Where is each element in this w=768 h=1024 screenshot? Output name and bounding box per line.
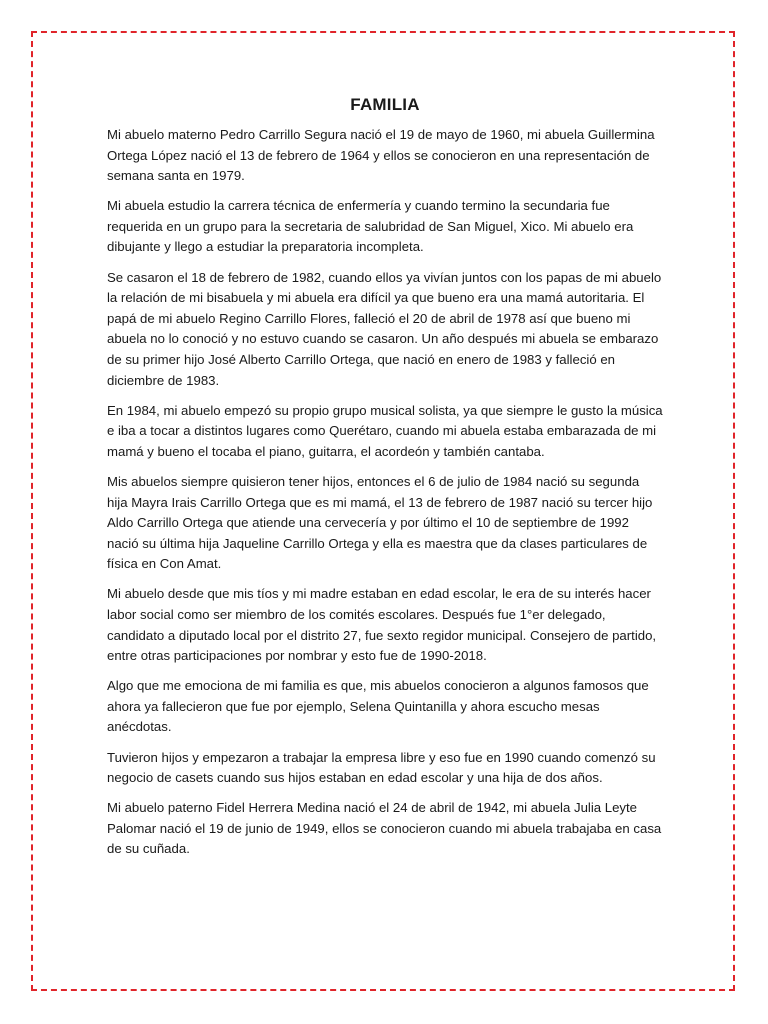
paragraph-9: Mi abuelo paterno Fidel Herrera Medina nació el 24 de abril de 1942, mi abuela Julia Leyte Palomar nació el 19 de junio de 1949, ellos se conocieron cuando mi abuela trabajaba en casa de su cuñada. xyxy=(107,800,662,857)
paragraph-2: Mi abuela estudio la carrera técnica de enfermería y cuando termino la secundaria fue requerida en un grupo para la secretaria de salubridad de San Miguel, Xico. Mi abuelo era dibujante y llego a estudiar la preparatoria incompleta. xyxy=(107,198,634,255)
paragraph-7: Algo que me emociona de mi familia es que, mis abuelos conocieron a algunos famosos que ahora ya fallecieron que fue por ejemplo, Selena Quintanilla y ahora escucho mesas anécdotas. xyxy=(107,678,649,735)
paragraph-3: Se casaron el 18 de febrero de 1982, cuando ellos ya vivían juntos con los papas de mi abuelo la relación de mi bisabuela y mi abuela era difícil ya que bueno era una mamá autoritaria. El papá de mi abuelo Regino Carrillo Flores, falleció el 20 de abril de 1978 así que bueno mi abuela no lo conoció y no estuvo cuando se casaron. Un año después mi abuela se embarazo de su primer hijo José Alberto Carrillo Ortega, que nació en enero de 1983 y falleció en diciembre de 1983. xyxy=(107,269,662,388)
paragraph-8: Tuvieron hijos y empezaron a trabajar la empresa libre y eso fue en 1990 cuando comenzó su negocio de casets cuando sus hijos estaban en edad escolar y una hija de dos años. xyxy=(107,749,656,786)
paragraph-4: En 1984, mi abuelo empezó su propio grupo musical solista, ya que siempre le gusto la música e iba a tocar a distintos lugares como Querétaro, cuando mi abuela estaba embarazada de mi mamá y bueno el tocaba el piano, guitarra, el acordeón y también cantaba. xyxy=(107,402,663,459)
document-body xyxy=(107,93,663,870)
paragraph-1: Mi abuelo materno Pedro Carrillo Segura nació el 19 de mayo de 1960, mi abuela Guillermina Ortega López nació el 13 de febrero de 1964 y ellos se conocieron en una representación de semana santa en 1979. xyxy=(107,127,655,184)
paragraph-6: Mi abuelo desde que mis tíos y mi madre estaban en edad escolar, le era de su interés hacer labor social como ser miembro de los comités escolares. Después fue 1°er delegado, candidato a diputado local por el distrito 27, fue sexto regidor municipal. Consejero de partido, entre otras participaciones por nombrar y esto fue de 1990-2018. xyxy=(107,586,657,664)
document-title: FAMILIA xyxy=(350,95,420,114)
paragraph-5: Mis abuelos siempre quisieron tener hijos, entonces el 6 de julio de 1984 nació su segunda hija Mayra Irais Carrillo Ortega que es mi mamá, el 13 de febrero de 1987 nació su tercer hijo Aldo Carrillo Ortega que atiende una cervecería y por último el 10 de septiembre de 1992 nació su última hija Jaqueline Carrillo Ortega y ella es maestra que da clases particulares de física en Con Amat. xyxy=(107,473,653,572)
